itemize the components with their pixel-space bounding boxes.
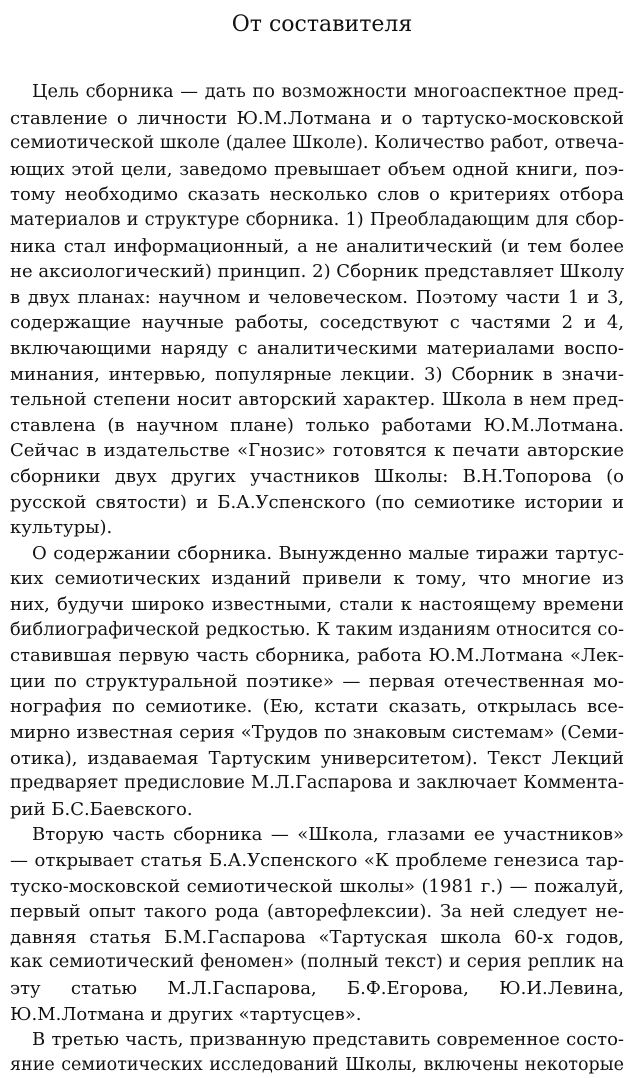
text-line: в двух планах: научном и человеческом. Поэтому части 1 и 3,: [10, 286, 624, 308]
text-line: включающими наряду с аналитическими материалами воспо-: [10, 338, 624, 359]
text-line: давняя статья Б.М.Гаспарова «Тартуская школа 60-х годов,: [10, 926, 624, 948]
text-line: первый опыт такого рода (авторефлексии). За ней следует не-: [10, 901, 624, 923]
text-line: тельной степени носит авторский характер. Школа в нем пред-: [10, 389, 624, 411]
text-line: семиотической школе (далее Школе). Количество работ, отвеча-: [10, 133, 624, 154]
text-line: ции по структуральной поэтике» — первая отечественная мо-: [10, 670, 624, 692]
text-line: предваряет предисловие М.Л.Гаспарова и заключает Коммента-: [10, 773, 624, 794]
text-line: мирно известная серия «Трудов по знаковым системам» (Семи-: [10, 722, 624, 743]
text-line: библиографической редкостью. К таким изданиям относится со-: [10, 619, 624, 640]
text-line: Сейчас в издательстве «Гнозис» готовятся к печати авторские: [10, 440, 624, 462]
text-line: материалов и структуре сборника. 1) Преобладающим для сбор-: [10, 210, 624, 230]
text-line: ставление о личности Ю.М.Лотмана и о тартуско-московской: [10, 107, 624, 129]
text-line: тому необходимо сказать несколько слов о критериях отбора: [10, 184, 624, 206]
text-line: рий Б.С.Баевского.: [10, 798, 193, 820]
text-line: яние семиотических исследований Школы, включены некоторые: [10, 1054, 624, 1075]
text-line: отика), издаваемая Тартуским университетом). Текст Лекций: [10, 747, 624, 769]
text-line: — открывает статья Б.А.Успенского «К проблеме генезиса тар-: [10, 850, 624, 871]
text-line: ника стал информационный, а не аналитический (и тем более: [10, 235, 624, 257]
text-line: ставлена (в научном плане) только работами Ю.М.Лотмана.: [10, 414, 624, 436]
text-line: не аксиологический) принцип. 2) Сборник представляет Школу: [10, 261, 625, 283]
text-line: туско-московской семиотической школы» (1981 г.) — пожалуй,: [10, 875, 624, 897]
text-line: минания, интервью, популярные лекции. 3) Сборник в значи-: [10, 363, 624, 385]
text-line: Вторую часть сборника — «Школа, глазами ее участников»: [32, 824, 624, 846]
text-line: ких семиотических изданий привели к тому, что многие из: [10, 568, 624, 590]
text-line: эту статью М.Л.Гаспарова, Б.Ф.Егорова, Ю.И.Левина,: [10, 978, 624, 999]
text-line: содержащие научные работы, соседствуют с частями 2 и 4,: [10, 312, 624, 334]
text-line: Ю.М.Лотмана и других «тартусцев».: [10, 1003, 362, 1025]
text-line: как семиотический феномен» (полный текст) и серия реплик на: [10, 952, 624, 973]
text-line: сборники двух других участников Школы: В.Н.Топорова (о: [10, 466, 624, 487]
text-line: нография по семиотике. (Ею, кстати сказать, открылась все-: [10, 696, 624, 718]
text-line: О содержании сборника. Вынужденно малые тиражи тартус-: [32, 542, 624, 564]
text-line: русской святости) и Б.А.Успенского (по семиотике истории и: [10, 491, 624, 513]
page-title: От составителя: [231, 12, 413, 37]
text-line: В третью часть, призванную представить современное состо-: [32, 1029, 624, 1051]
text-line: культуры).: [10, 517, 113, 539]
text-line: ставившая первую часть сборника, работа Ю.М.Лотмана «Лек-: [10, 645, 624, 667]
text-line: Цель сборника — дать по возможности многоаспектное пред-: [32, 82, 624, 102]
text-line: них, будучи широко известными, стали к настоящему времени: [10, 594, 624, 615]
text-line: ющих этой цели, заведомо превышает объем одной книги, поэ-: [10, 158, 624, 180]
